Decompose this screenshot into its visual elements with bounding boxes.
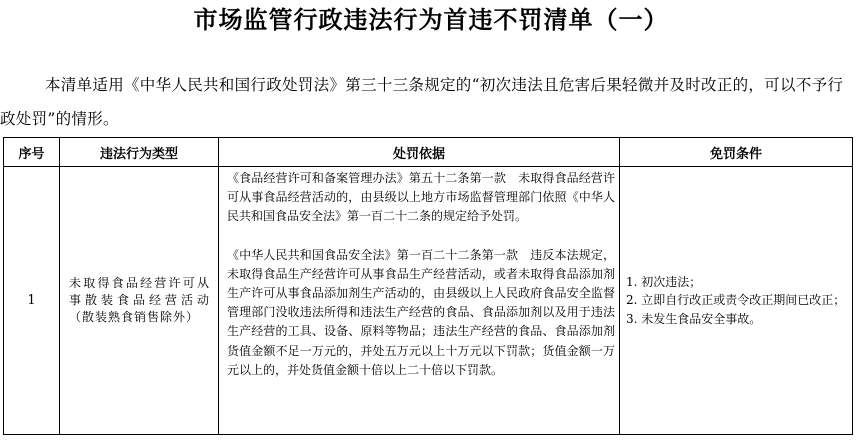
basis-paragraph: 《食品经营许可和备案管理办法》第五十二条第一款 未取得食品经营许可从事食品经营活动的，由县级以上地方市场监督管理部门依照《中华人民共和国食品安全法》第一百二十二条的规定给予处罚。: [227, 171, 615, 224]
row-exemption-conditions: [620, 167, 853, 435]
row-penalty-basis: [219, 167, 620, 435]
basis-paragraph: 《中华人民共和国食品安全法》第一百二十二条第一款 违反本法规定，未取得食品生产经营许可从事食品生产经营活动，或者未取得食品添加剂生产许可从事食品添加剂生产活动的，由县级以上人民政府食品安全监督管理部门没收违法所得和违法生产经营的食品、食品添加剂以及用于违法生产经营的工具、设备、原料等物品；违法生产经营的食品、食品添加剂货值金额不足一万元的，并处五万元以上十万元以下罚款；货值金额一万元以上的，并处货值金额十倍以上二十倍以下罚款。: [227, 247, 615, 377]
condition-item: 3. 未发生食品安全事故。: [626, 311, 762, 326]
header-violation-type: 违法行为类型: [60, 138, 219, 167]
intro-paragraph: 本清单适用《中华人民共和国行政处罚法》第三十三条规定的“初次违法且危害后果轻微并及时改正的，可以不予行政处罚”的情形。: [0, 76, 844, 128]
exemption-table: [3, 137, 853, 435]
header-index: 序号: [4, 138, 60, 167]
header-penalty-basis: 处罚依据: [219, 138, 620, 167]
condition-item: 1. 初次违法；: [626, 274, 702, 289]
table-header-row: [4, 138, 853, 167]
header-exemption-conditions: 免罚条件: [620, 138, 853, 167]
row-index: 1: [4, 167, 60, 435]
conditions-list: [626, 273, 848, 329]
table-row: [4, 167, 853, 435]
document-title: 市场监管行政违法行为首违不罚清单（一）: [193, 5, 669, 34]
condition-item: 2. 立即自行改正或责令改正期间已改正；: [626, 293, 846, 308]
row-violation-type: 未取得食品经营许可从事散装食品经营活动（散装熟食销售除外）: [60, 167, 219, 435]
